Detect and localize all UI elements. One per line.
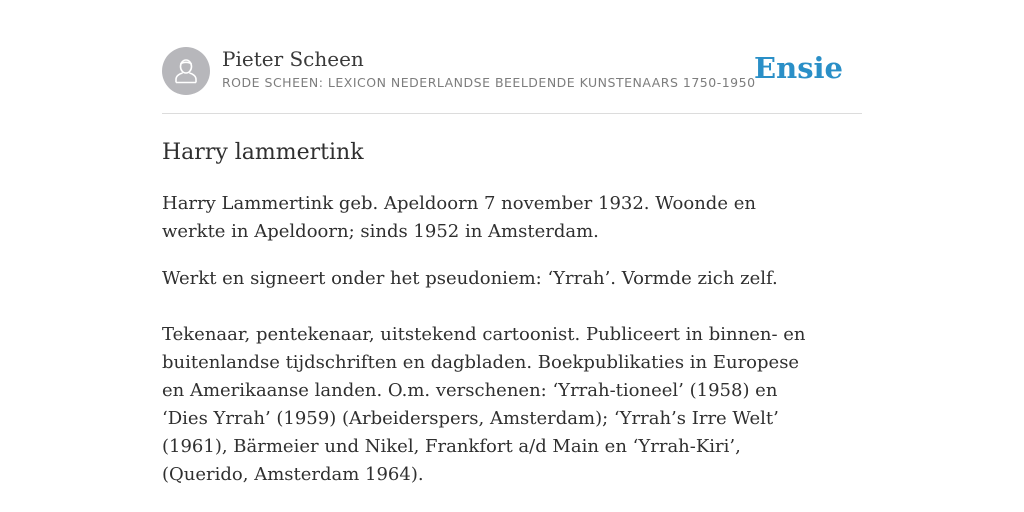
header-divider: [162, 113, 862, 114]
article-card: [162, 0, 862, 512]
ensie-logo[interactable]: Ensie: [754, 51, 843, 85]
article-paragraph: Harry Lammertink geb. Apeldoorn 7 november 1932. Woonde en werkte in Apeldoorn; sinds 1952 in Amsterdam.: [162, 193, 756, 242]
article-title: Harry lammertink: [162, 140, 364, 165]
article-paragraph: Tekenaar, pentekenaar, uitstekend cartoonist. Publiceert in binnen- en buitenlandse tijdschriften en dagbladen. Boekpublikaties in Europese en Amerikaanse landen. O.m. verschenen: ‘Yrrah-tioneel’ (1958) en ‘Dies Yrrah’ (1959) (Arbeiderspers, Amsterdam); ‘Yrrah’s Irre Welt’ (1961), Bärmeier und Nikel, Frankfort a/d Main en ‘Yrrah-Kiri’, (Querido, Amsterdam 1964).: [162, 324, 806, 485]
source-lexicon[interactable]: RODE SCHEEN: LEXICON NEDERLANDSE BEELDENDE KUNSTENAARS 1750-1950: [222, 75, 756, 90]
article-header: [162, 47, 862, 97]
author-avatar[interactable]: [162, 47, 210, 95]
author-name[interactable]: Pieter Scheen: [222, 47, 364, 71]
article-paragraph: Werkt en signeert onder het pseudoniem: ‘Yrrah’. Vormde zich zelf.: [162, 268, 778, 289]
user-silhouette-icon: [162, 47, 210, 95]
